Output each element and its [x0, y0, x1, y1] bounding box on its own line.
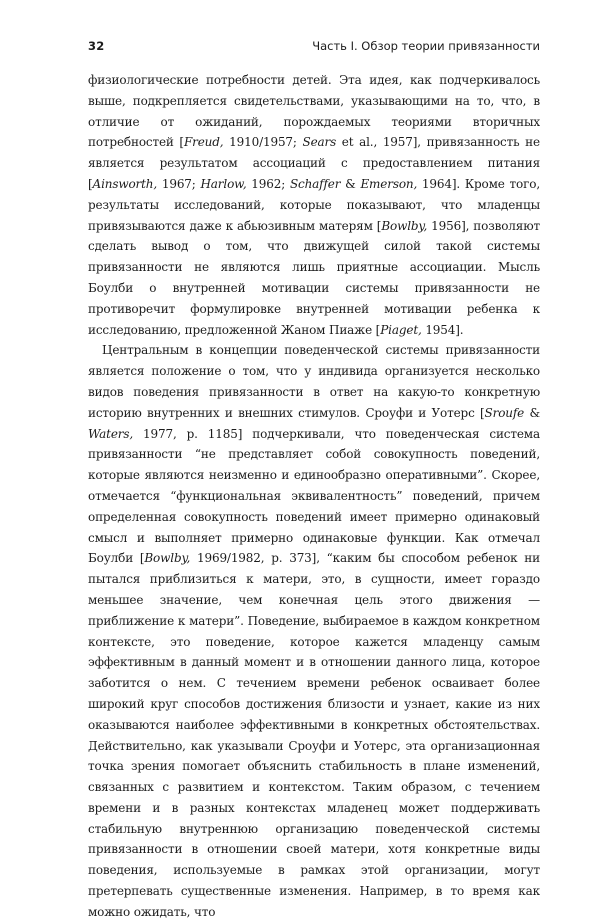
citation-name: Emerson,: [360, 176, 418, 191]
text-run: 1954].: [421, 322, 464, 337]
text-run: 1910/1957;: [223, 135, 303, 150]
text-run: 1969/1982, p. 373], “каким бы способом ребенок ни пытался приблизиться к матери, это, в сущности, имеет гораздо меньшее значение, чем конечная цель этого движения — приближение к матери”. Поведение, выбираемое в каждом конкретном контексте, это поведение, которое кажется младенцу самым эффективным в данный момент и в отношении данного лица, которое заботится о нем. С течением времени ребенок осваивает более широкий круг способов достижения близости и узнает, какие из них оказываются наиболее эффективными в конкретных обстоятельствах. Действительно, как указывали Сроуфи и Уотерс, эта организационная точка зрения помогает объяснить стабильность в плане изменений, связанных с развитием и контекстом. Таким образом, с течением времени и в разных контекстах младенец может поддерживать стабильную внутреннюю организацию поведенческой системы привязанности в отношении своей матери, хотя конкретные виды поведения, используемые в рамках этой организации, могут претерпевать существенные изменения. Например, в то время как можно ожидать, что: [88, 551, 541, 919]
citation-name: Waters,: [88, 426, 134, 441]
citation-name: Schaffer: [289, 176, 341, 191]
text-run: физиологические потребности детей. Эта идея, как подчеркивалось выше, подкрепляется свидетельствами, указывающими на то, что, в отличие от ожиданий, порождаемых теориями вторичных потребностей [: [88, 73, 540, 150]
text-run: 1956], позволяют сделать вывод о том, что движущей силой такой системы привязанности не являются лишь приятные ассоциации. Мысль Боулби о внутренней мотивации системы привязанности не противоречит формулировке внутренней мотивации ребенка к исследованию, предложенной Жаном Пиаже [: [88, 218, 540, 337]
text-run: 1964]. Кроме того, результаты исследований, которые показывают, что младенцы привязываются даже к абьюзивным матерям [: [88, 176, 540, 233]
text-run: &: [340, 176, 361, 191]
citation-name: Harlow,: [200, 176, 247, 191]
citation-name: Ainsworth,: [92, 176, 158, 191]
running-head: [88, 36, 540, 56]
text-run: &: [524, 405, 540, 420]
text-run: 1977, p. 1185] подчеркивали, что поведенческая система привязанности “не представляет собой совокупность поведений, которые являются неизменно и единообразно оперативными”. Скорее, отмечается “функциональная эквивалентность” поведений, причем определенная совокупность поведений имеет примерно одинаковый смысл и выполняет примерно одинаковые функции. Как отмечал Боулби [: [88, 426, 540, 566]
text-run: 1967;: [157, 176, 201, 191]
citation-name: Bowlby,: [144, 551, 191, 566]
paragraph-1: [88, 70, 540, 340]
paragraph-2: [88, 340, 540, 922]
text-run: et al., 1957], привязанность не является результатом ассоциаций с предоставлением питания [: [88, 135, 540, 191]
page-number: 32: [88, 39, 105, 53]
citation-name: Piaget,: [380, 322, 422, 337]
running-title: Часть I. Обзор теории привязанности: [312, 39, 540, 53]
citation-name: Sroufe: [484, 405, 525, 420]
citation-name: Sears: [302, 135, 337, 150]
citation-name: Freud,: [183, 135, 224, 150]
text-run: Центральным в концепции поведенческой системы привязанности является положение о том, что у индивида организуется несколько видов поведения привязанности в ответ на какую-то конкретную историю внутренних и внешних стимулов. Сроуфи и Уотерс [: [88, 343, 540, 420]
citation-name: Bowlby,: [381, 218, 428, 233]
body-text: [88, 70, 540, 923]
text-run: 1962;: [246, 176, 290, 191]
